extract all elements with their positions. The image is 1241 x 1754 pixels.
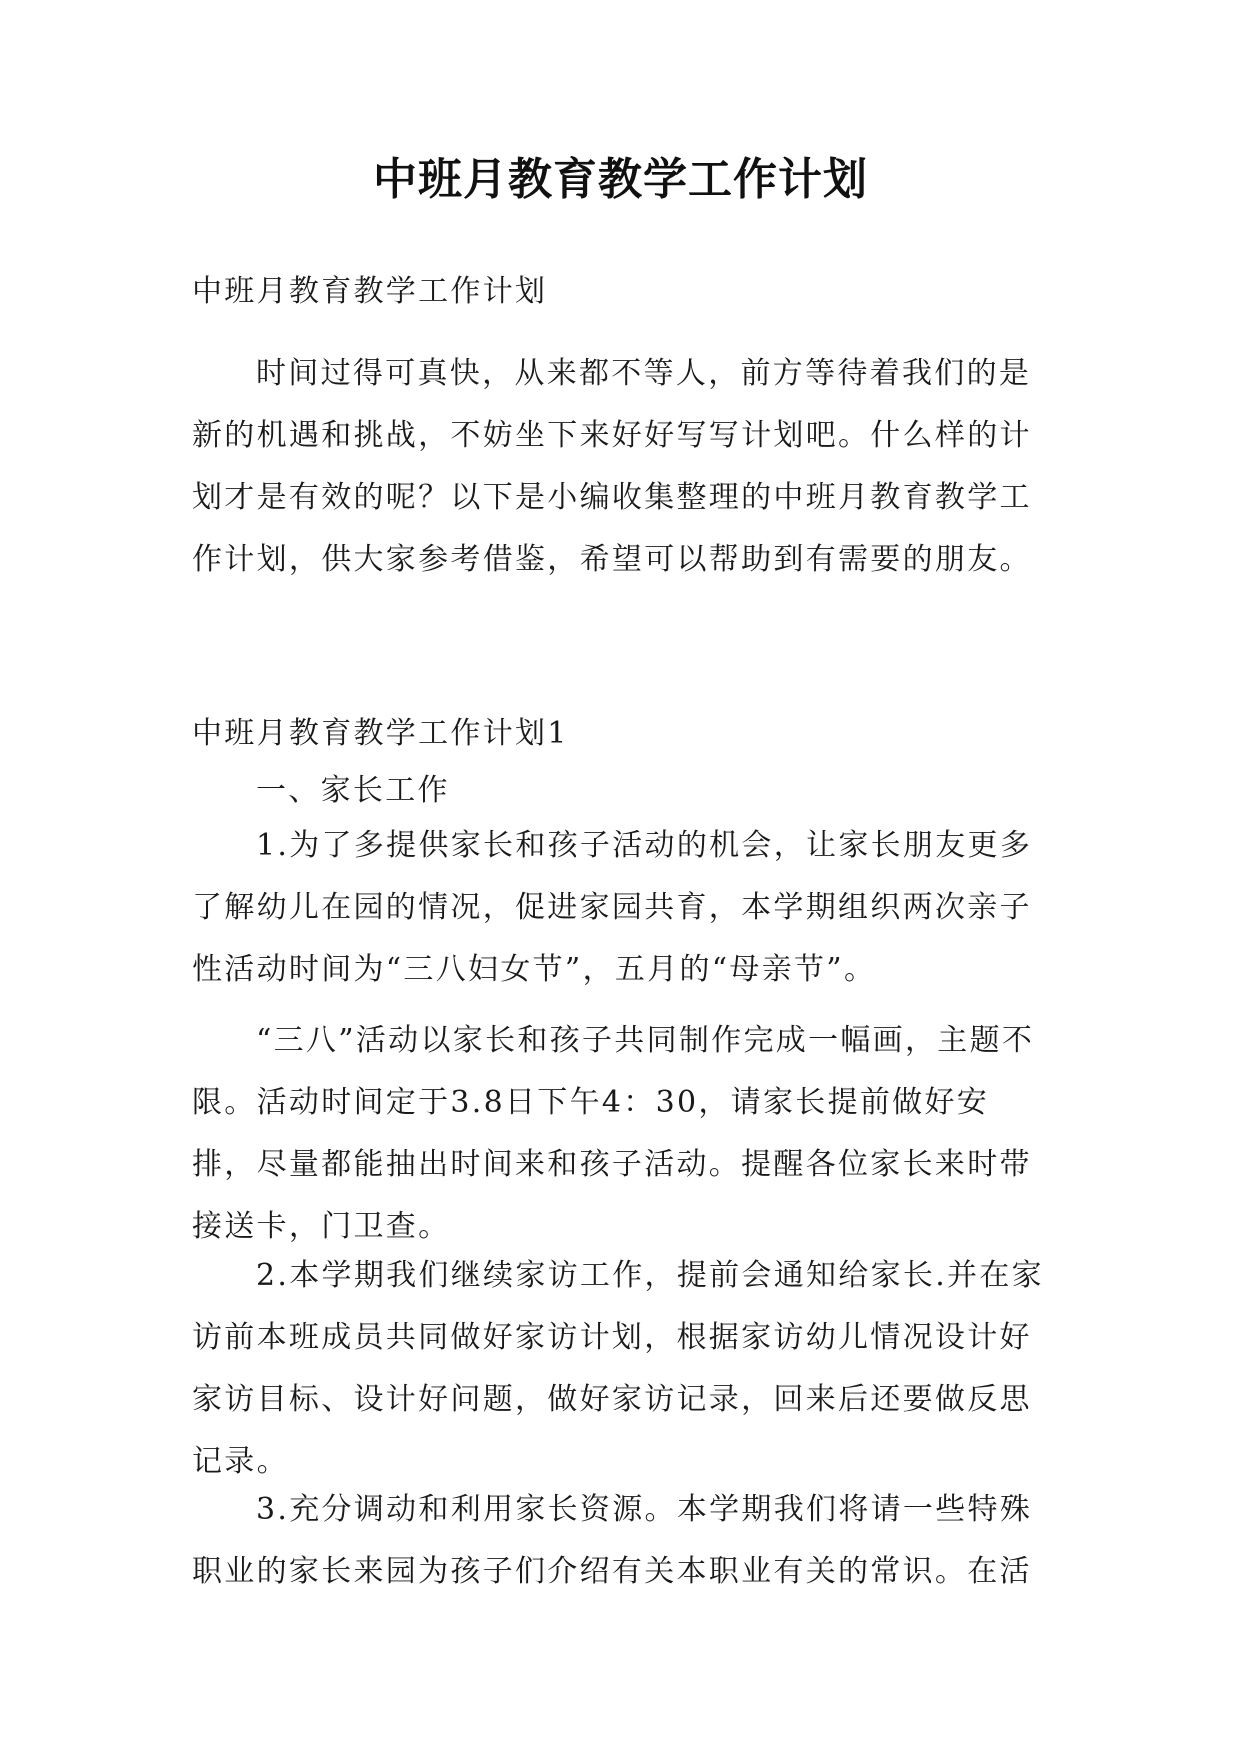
document-title: 中班月教育教学工作计划 [373, 154, 868, 205]
paragraph: 1.为了多提供家长和孩子活动的机会，让家长朋友更多了解幼儿在园的情况，促进家园共育，本学期组织两次亲子性活动时间为“三八妇女节”，五月的“母亲节”。 [192, 828, 1033, 987]
section-heading: 一、家长工作 [256, 773, 450, 808]
paragraph: 3.充分调动和利用家长资源。本学期我们将请一些特殊职业的家长来园为孩子们介绍有关本职业有关的常识。在活 [192, 1492, 1033, 1589]
plan-heading: 中班月教育教学工作计划1 [192, 716, 569, 751]
paragraph: 2.本学期我们继续家访工作，提前会通知给家长.并在家访前本班成员共同做好家访计划，根据家访幼儿情况设计好家访目标、设计好问题，做好家访记录，回来后还要做反思记录。 [192, 1258, 1044, 1479]
intro-heading: 中班月教育教学工作计划 [192, 274, 548, 309]
paragraph: “三八”活动以家长和孩子共同制作完成一幅画，主题不限。活动时间定于3.8日下午4：30，请家长提前做好安排，尽量都能抽出时间来和孩子活动。提醒各位家长来时带接送卡，门卫查。 [192, 1023, 1035, 1244]
intro-paragraph: 时间过得可真快，从来都不等人，前方等待着我们的是新的机遇和挑战，不妨坐下来好好写写计划吧。什么样的计划才是有效的呢？以下是小编收集整理的中班月教育教学工作计划，供大家参考借鉴，希望可以帮助到有需要的朋友。 [192, 356, 1032, 577]
